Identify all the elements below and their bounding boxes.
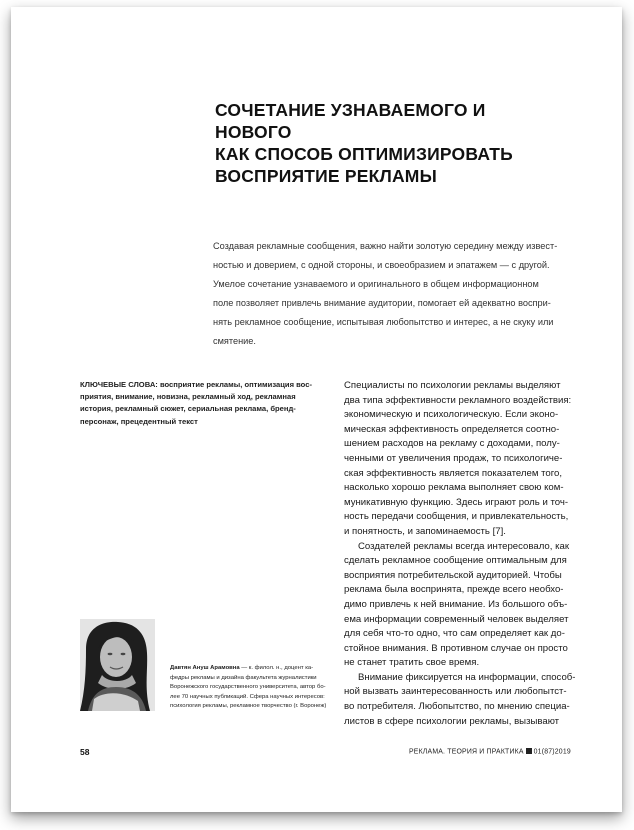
- author-bio: [170, 664, 330, 712]
- article-title: [215, 99, 555, 187]
- body-line: два типа эффективности рекламного воздействия:: [344, 394, 572, 406]
- body-line: листов в сфере психологии рекламы, вызывают: [344, 715, 560, 727]
- bio-line: психология рекламы, рекламное творчество (г. Воронеж): [170, 703, 327, 709]
- keywords-line: история, рекламный сюжет, сериальная реклама, бренд-: [80, 404, 296, 414]
- body-line: для себя что-то одно, что сам определяет как до-: [344, 628, 565, 640]
- body-line: муникативную функцию. Здесь играют роль и точ-: [344, 496, 569, 508]
- keywords-line: персонаж, прецедентный текст: [80, 416, 198, 426]
- author-name: Давтян Ануш Арамовна: [170, 665, 240, 671]
- abstract-line: ностью и доверием, с одной стороны, и своеобразием и эпатажем — с другой.: [213, 260, 550, 270]
- body-line: ская эффективность является показателем того,: [344, 467, 562, 479]
- abstract-line: смятение.: [213, 336, 256, 346]
- body-line: насколько хорошо реклама выполняет свою ком-: [344, 482, 564, 494]
- bio-first-line-rest: — к. филол. н., доцент ка-: [239, 665, 314, 671]
- title-line: КАК СПОСОБ ОПТИМИЗИРОВАТЬ: [215, 144, 513, 164]
- bio-line: Воронежского государственного университета, автор бо-: [170, 684, 326, 690]
- body-line: димо привлечь к ней внимание. Из большого объ-: [344, 598, 568, 610]
- body-line: ченными от увеличения продаж, то психологиче-: [344, 452, 563, 464]
- body-line: восприятия потребительской аудиторией. Чтобы: [344, 569, 562, 581]
- body-line: стойное внимания. В противном случае он просто: [344, 642, 568, 654]
- body-line: во потребителя. Любопытство, по мнению специа-: [344, 701, 570, 713]
- body-line: ность передачи сообщения, и привлекательность,: [344, 511, 569, 523]
- body-line: сделать рекламное сообщение оптимальным для: [344, 555, 567, 567]
- body-line: Создателей рекламы всегда интересовало, как: [358, 540, 570, 552]
- square-bullet-icon: [526, 748, 532, 754]
- title-line: ВОСПРИЯТИЕ РЕКЛАМЫ: [215, 166, 437, 186]
- body-line: реклама была воспринята, прежде всего необхо-: [344, 584, 564, 596]
- magazine-page: [11, 7, 622, 812]
- body-line: Специалисты по психологии рекламы выделяют: [344, 380, 561, 391]
- author-portrait-image: [80, 619, 155, 711]
- bio-first-line: [170, 664, 330, 674]
- article-abstract: [213, 237, 586, 351]
- abstract-line: Создавая рекламные сообщения, важно найти золотую середину между извест-: [213, 241, 558, 251]
- journal-footer: [409, 748, 571, 756]
- body-line: ема информации современный человек выделяет: [344, 613, 569, 625]
- body-line: ной вызвать заинтересованность или любопытст-: [344, 686, 567, 698]
- abstract-line: нять рекламное сообщение, испытывая любопытство и интерес, а не скуку или: [213, 317, 554, 327]
- keywords-block: [80, 379, 325, 428]
- keywords-line: КЛЮЧЕВЫЕ СЛОВА: восприятие рекламы, оптимизация вос-: [80, 380, 312, 389]
- body-line: и понятность, и запоминаемость [7].: [344, 525, 506, 537]
- body-line: шением расходов на рекламу с доходами, полу-: [344, 438, 560, 450]
- journal-name: РЕКЛАМА. ТЕОРИЯ И ПРАКТИКА: [409, 748, 524, 756]
- keywords-line: приятия, внимание, новизна, рекламный ход, рекламная: [80, 392, 296, 402]
- title-line: СОЧЕТАНИЕ УЗНАВАЕМОГО И НОВОГО: [215, 100, 486, 142]
- abstract-line: поле позволяет привлечь внимание аудитории, помогает ей адекватно воспри-: [213, 298, 551, 308]
- bio-line: лее 70 научных публикаций. Сфера научных интересов:: [170, 693, 325, 700]
- body-line: Внимание фиксируется на информации, способ-: [358, 671, 576, 683]
- article-body: [344, 379, 590, 729]
- body-line: экономическую и психологическую. Если эконо-: [344, 409, 559, 421]
- body-line: мическая эффективность определяется соотно-: [344, 423, 560, 435]
- bio-line: федры рекламы и дизайна факультета журналистики: [170, 674, 317, 681]
- abstract-line: Умелое сочетание узнаваемого и оригинального в общем информационном: [213, 279, 539, 289]
- issue-number: 01(87)2019: [533, 748, 571, 756]
- body-line: не станет тратить свое время.: [344, 657, 480, 669]
- author-photo: [80, 619, 155, 711]
- page-number: 58: [80, 747, 90, 757]
